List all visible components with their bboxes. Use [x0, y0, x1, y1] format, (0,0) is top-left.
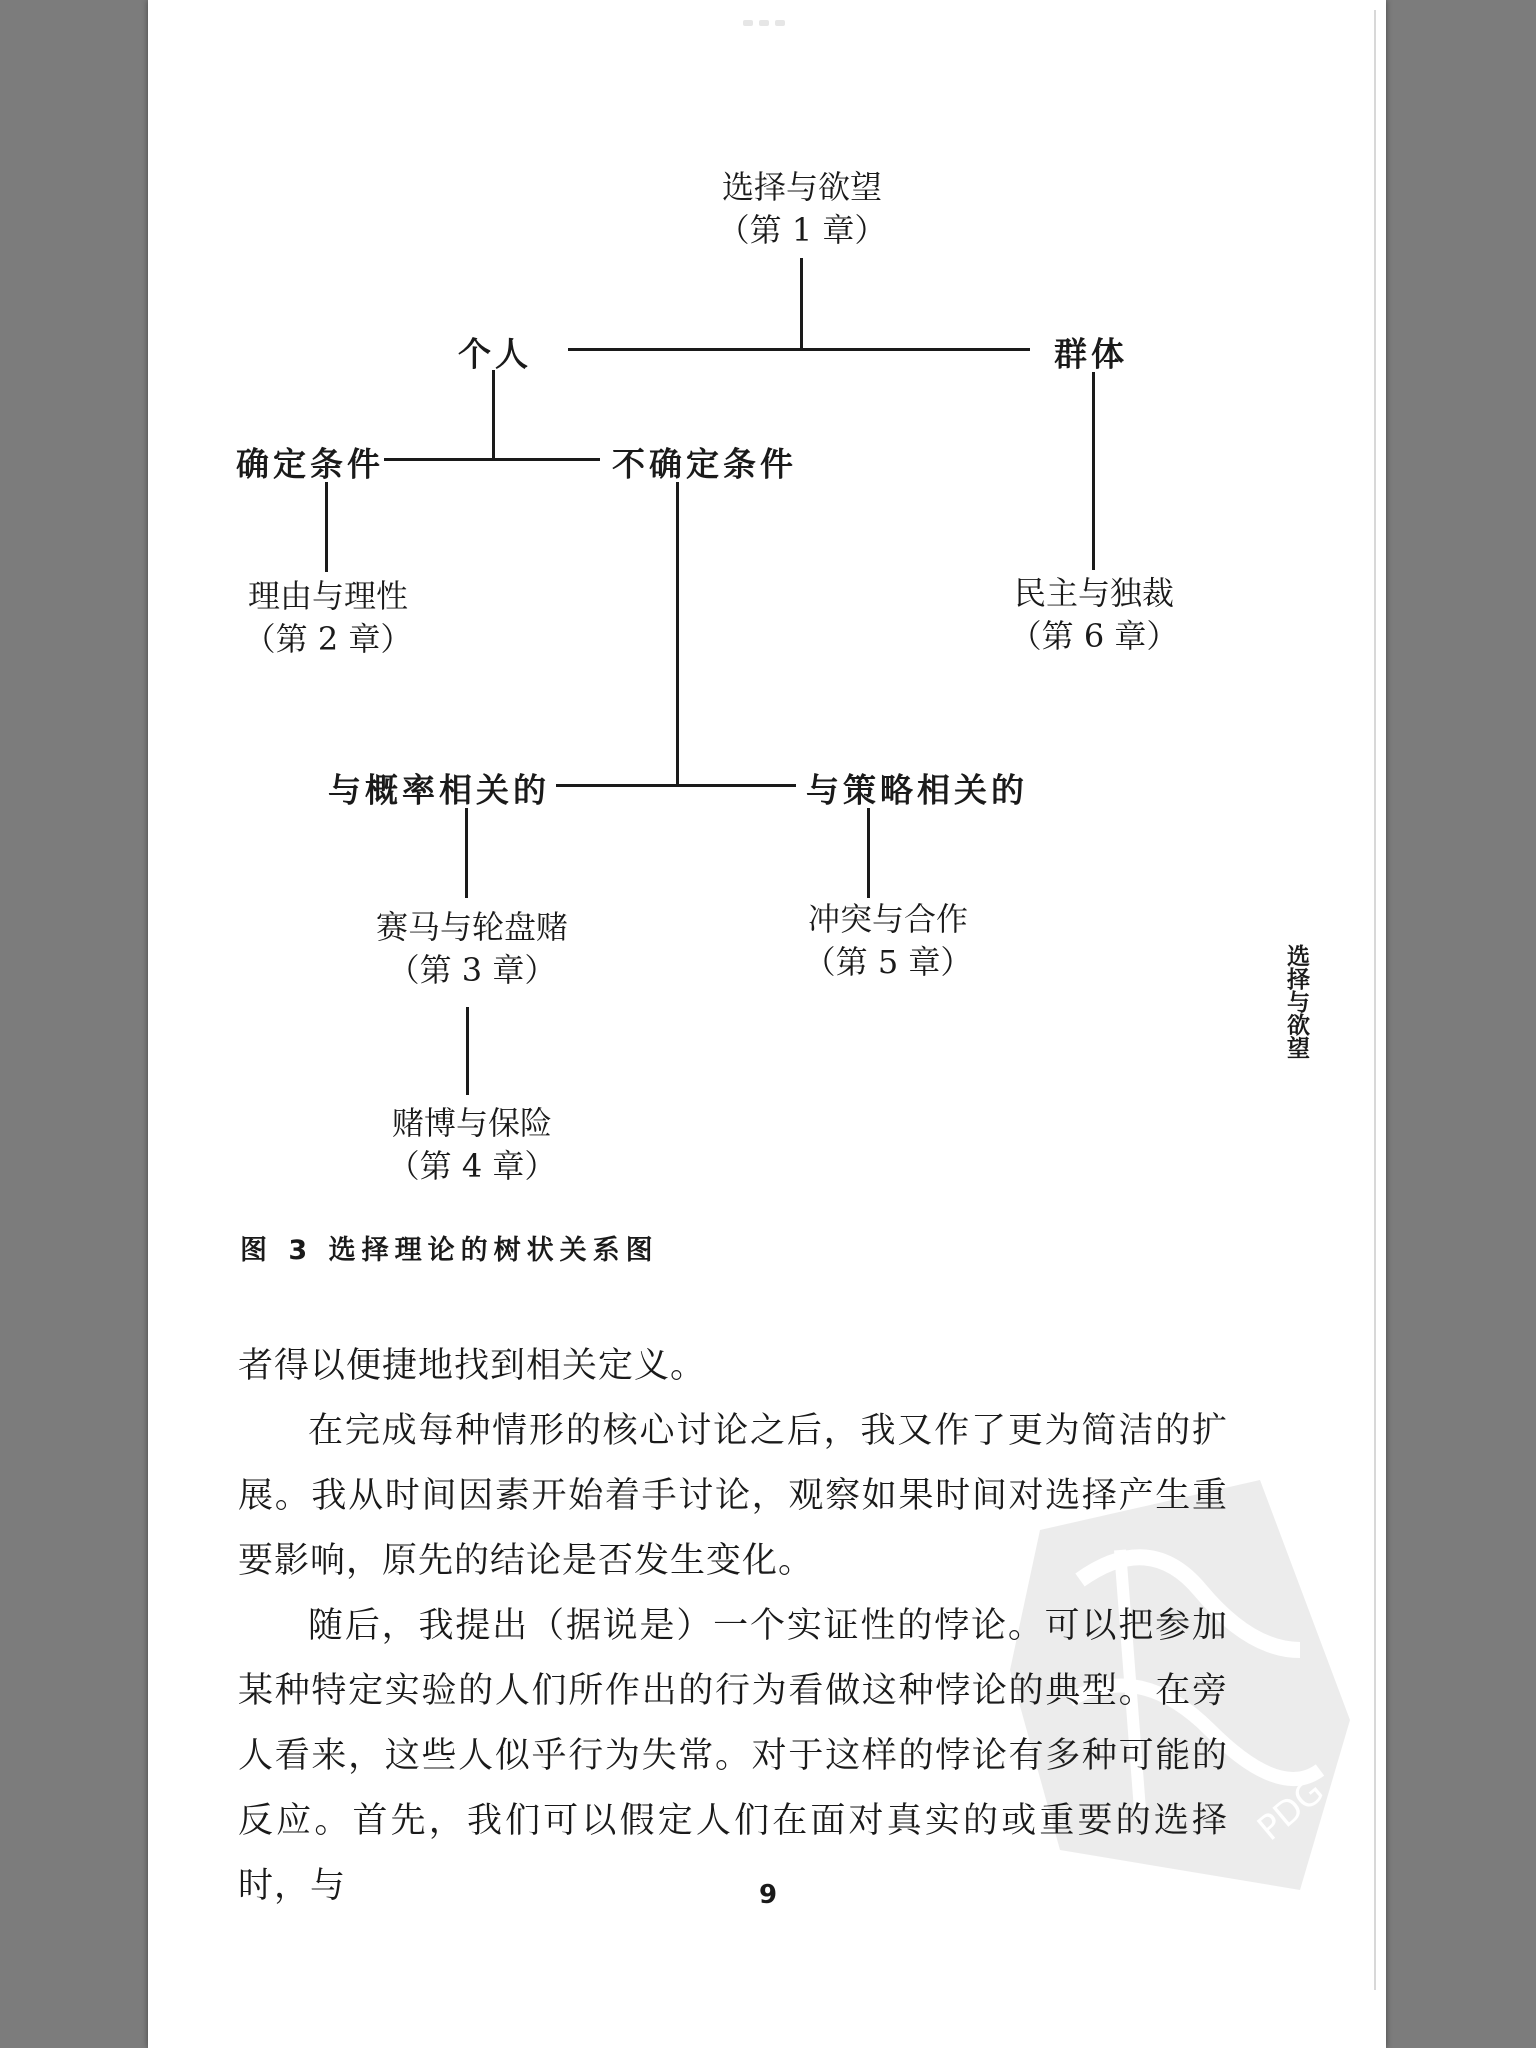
node-conflict — [804, 898, 973, 984]
connector-line — [466, 1007, 469, 1095]
node-title: 民主与独裁 — [1013, 574, 1174, 612]
node-chapter: （第 1 章） — [717, 211, 887, 249]
branch-certain: 确定条件 — [236, 444, 384, 484]
connector-line — [568, 348, 1030, 351]
page-number: 9 — [758, 1880, 778, 1910]
node-chapter: （第 5 章） — [803, 943, 973, 981]
branch-group: 群体 — [1054, 334, 1128, 374]
paragraph: 随后，我提出（据说是）一个实证性的悖论。可以把参加某种特定实验的人们所作出的行为看做这种悖论的典型。在旁人看来，这些人似乎行为失常。对于这样的悖论有多种可能的反应。首先，我们可以假定人们在面对真实的或重要的选择时，与 — [238, 1606, 1228, 1906]
node-title: 赛马与轮盘赌 — [375, 908, 569, 946]
branch-strategy: 与策略相关的 — [806, 770, 1028, 810]
branch-probability: 与概率相关的 — [328, 770, 550, 810]
svg-text:PDG: PDG — [1250, 1771, 1332, 1849]
connector-line — [325, 482, 328, 572]
paragraph: 者得以便捷地找到相关定义。 — [238, 1346, 707, 1386]
side-chapter-title: 选择与欲望 — [1283, 944, 1309, 1059]
node-root — [718, 166, 887, 252]
node-chapter: （第 4 章） — [387, 1147, 557, 1185]
node-horse — [376, 906, 568, 992]
figure-caption: 图 3 选择理论的树状关系图 — [240, 1235, 659, 1266]
node-democracy — [1010, 572, 1179, 658]
node-chapter: （第 6 章） — [1009, 617, 1179, 655]
node-title: 冲突与合作 — [807, 900, 968, 938]
branch-uncertain: 不确定条件 — [612, 444, 797, 484]
connector-line — [384, 458, 600, 461]
node-gamble — [388, 1102, 557, 1188]
connector-line — [800, 258, 803, 350]
node-reason — [244, 575, 413, 661]
node-chapter: （第 3 章） — [387, 951, 557, 989]
node-title: 赌博与保险 — [391, 1104, 552, 1142]
body-text — [238, 1334, 1228, 1919]
node-title: 理由与理性 — [247, 577, 408, 615]
connector-line — [676, 482, 679, 786]
branch-individual: 个人 — [458, 334, 532, 374]
connector-line — [556, 784, 796, 787]
node-chapter: （第 2 章） — [243, 620, 413, 658]
connector-line — [1092, 372, 1095, 570]
node-title: 选择与欲望 — [721, 168, 882, 206]
connector-line — [867, 808, 870, 898]
connector-line — [492, 370, 495, 460]
paragraph: 在完成每种情形的核心讨论之后，我又作了更为简洁的扩展。我从时间因素开始着手讨论，观察如果时间对选择产生重要影响，原先的结论是否发生变化。 — [238, 1411, 1228, 1581]
connector-line — [465, 808, 468, 898]
